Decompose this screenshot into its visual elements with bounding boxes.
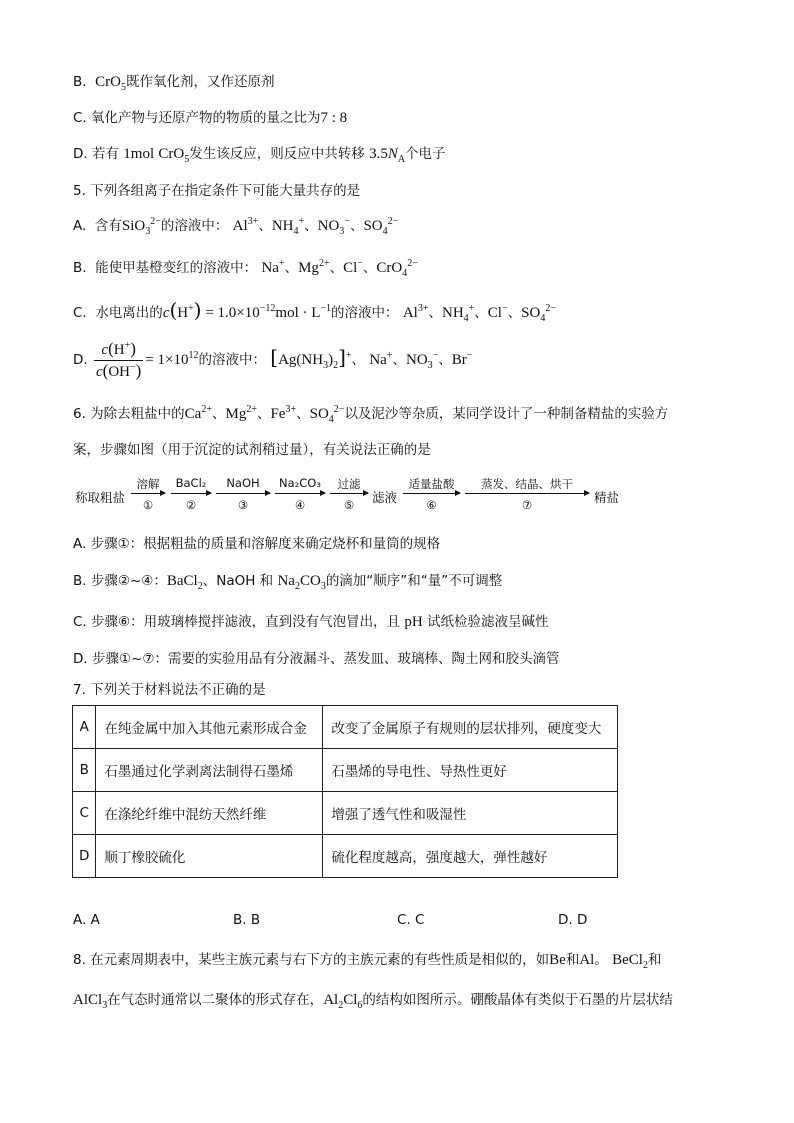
ion: $Ca^{2+}$ — [184, 404, 212, 422]
question-8-line1: 8. 在元素周期表中，某些主族元素与右下方的主族元素的有些性质是相似的，如Be和Al。 BeCl$_2$和 — [73, 952, 662, 971]
q5-option-b: B. 能使甲基橙变红的溶液中： Na+、$Mg^{2+}$、Cl−、CrO$_4^{2-}$ — [73, 258, 418, 279]
q6-option-b: B. 步骤②~④：BaCl$_2$、NaOH 和 $Na_2CO_3$的滴加“顺序”和“量”不可调整 — [73, 573, 503, 592]
flow-arrow-5 — [330, 493, 368, 494]
materials-table — [72, 705, 618, 878]
ion: Cl− — [487, 303, 508, 321]
ion: $Mg^{2+}$ — [225, 404, 257, 422]
flow-arrow-4 — [275, 493, 325, 494]
flow-step-num: ④ — [294, 498, 306, 512]
flow-step-num: ① — [142, 498, 154, 512]
table-row — [73, 749, 618, 792]
ion: $SO_4^{2-}$ — [521, 303, 556, 324]
table-row — [73, 706, 618, 749]
q6-option-d: D. 步骤①~⑦：需要的实验用品有分液漏斗、蒸发皿、玻璃棒、陶土网和胶头滴管 — [73, 651, 560, 667]
question-6-stem-line2: 案，步骤如图（用于沉淀的试剂稍过量），有关说法正确的是 — [73, 442, 431, 458]
impurity-ions: $Ca^{2+}$、$Mg^{2+}$、$Fe^{3+}$、$SO_4^{2-}$ — [184, 404, 345, 425]
ion: Cl− — [343, 258, 363, 276]
row-key: A — [73, 706, 96, 749]
question-8-line2: AlCl$_3$在气态时通常以二聚体的形式存在，$Al_2Cl_6$的结构如图所示。硼酸晶体有类似于石墨的片层状结 — [73, 992, 673, 1011]
row-action: 在涤纶纤维中混纺天然纤维 — [96, 792, 323, 835]
formula-cro5: CrO$_5$ — [95, 74, 126, 93]
ion: $NH_4^+$ — [441, 303, 475, 324]
flow-arrow-1 — [131, 493, 165, 494]
flow-step-num: ⑤ — [343, 498, 355, 512]
q4-option-c: C. 氧化产物与还原产物的物质的量之比为7 : 8 — [73, 110, 348, 126]
choice-b: B. B — [233, 912, 261, 928]
ion-list: Na+、$NO_3^-$、Br− — [369, 350, 473, 371]
ion-list: $Al^{3+}$、$NH_4^+$、$NO_3^-$、$SO_4^{2-}$ — [232, 216, 399, 237]
flow-end: 精盐 — [594, 490, 620, 505]
table-row — [73, 835, 618, 878]
ion: $Fe^{3+}$ — [270, 404, 297, 422]
flow-step-label: NaOH — [226, 476, 260, 490]
flow-step-num: ⑦ — [521, 498, 533, 512]
flow-arrow-2 — [171, 493, 211, 494]
question-6-stem-line1: 6. 为除去粗盐中的$Ca^{2+}$、$Mg^{2+}$、$Fe^{3+}$、$SO_4^{2-}$以及泥沙等杂质，某同学设计了一种制备精盐的实验方 — [73, 404, 669, 425]
ion: $Al^{3+}$ — [232, 216, 259, 234]
ion: Na+ — [369, 350, 393, 368]
ion: $NO_3^-$ — [317, 216, 350, 237]
flow-step-label: 过滤 — [337, 477, 361, 491]
flow-step-label: 适量盐酸 — [408, 477, 455, 491]
ion: $SO_4^{2-}$ — [309, 404, 345, 425]
ion: $SO_4^{2-}$ — [363, 216, 399, 237]
flow-step-label: 蒸发、结晶、烘干 — [481, 477, 573, 491]
row-action: 顺丁橡胶硫化 — [96, 835, 323, 878]
row-effect: 增强了透气性和吸湿性 — [323, 792, 618, 835]
flow-step-num: ③ — [237, 498, 249, 512]
q5-option-c: C. 水电离出的$c(H^+) = 1.0\times 10^{-12}mol \cdot L^{-1}$的溶液中： $Al^{3+}$、$NH_4^+$、Cl−、$SO_4^{2-}$ — [73, 298, 556, 324]
row-effect: 硫化程度越高，强度越大，弹性越好 — [323, 835, 618, 878]
q6-option-a: A. 步骤①：根据粗盐的质量和溶解度来确定烧杯和量筒的规格 — [73, 536, 441, 552]
flow-step-label: 溶解 — [136, 477, 160, 491]
row-key: D — [73, 835, 96, 878]
process-flow-diagram — [73, 478, 633, 518]
choice-c: C. C — [397, 912, 425, 928]
q5-option-d: D. $\frac{c(H^+)}{c(OH^-)}$ = $1\times 10^{12}$的溶液中： $[Ag(NH_3)_2]^+$、 Na+、$NO_3^-$、Br− — [73, 338, 473, 380]
flow-arrow-3 — [216, 493, 270, 494]
silver-ammonia-complex: $[Ag(NH_3)_2]^+$ — [270, 345, 352, 371]
flow-step-label: BaCl₂ — [175, 476, 207, 490]
row-key: C — [73, 792, 96, 835]
row-action: 在纯金属中加入其他元素形成合金 — [96, 706, 323, 749]
ion: $NH_4^+$ — [271, 216, 305, 237]
ratio: 7 : 8 — [320, 110, 348, 126]
q5-option-a: A. 含有SiO$_3^{2-}$的溶液中： $Al^{3+}$、$NH_4^+$、$NO_3^-$、$SO_4^{2-}$ — [73, 216, 399, 237]
row-effect: 石墨烯的导电性、导热性更好 — [323, 749, 618, 792]
flow-step-label: Na₂CO₃ — [279, 476, 321, 490]
question-5-stem: 5. 下列各组离子在指定条件下可能大量共存的是 — [73, 183, 361, 199]
row-effect: 改变了金属原子有规则的层状排列，硬度变大 — [323, 706, 618, 749]
ion: $Mg^{2+}$ — [298, 258, 330, 276]
flow-step-num: ⑥ — [426, 498, 437, 512]
row-key: B — [73, 749, 96, 792]
ion-list: Na+、$Mg^{2+}$、Cl−、CrO$_4^{2-}$ — [261, 258, 418, 279]
flow-arrow-7 — [465, 493, 589, 494]
flow-arrow-6 — [403, 493, 460, 494]
ion: Na+ — [261, 258, 285, 276]
ion: CrO$_4^{2-}$ — [376, 258, 418, 279]
q4-option-d: D. 若有 1mol CrO$_5$发生该反应，则反应中共转移 $3.5N_A$个电子 — [73, 146, 446, 165]
row-action: 石墨通过化学剥离法制得石墨烯 — [96, 749, 323, 792]
question-7-stem: 7. 下列关于材料说法不正确的是 — [73, 682, 266, 698]
choice-d: D. D — [558, 912, 588, 928]
ion: Br− — [451, 350, 473, 368]
q6-option-c: C. 步骤⑥：用玻璃棒搅拌滤液，直到没有气泡冒出，且 pH 试纸检验滤液呈碱性 — [73, 614, 549, 630]
q4-option-b: B. CrO$_5$既作氧化剂，又作还原剂 — [73, 74, 275, 93]
ion: $Al^{3+}$ — [402, 303, 429, 321]
ion: $NO_3^-$ — [405, 350, 439, 371]
ion-list: $Al^{3+}$、$NH_4^+$、Cl−、$SO_4^{2-}$ — [402, 303, 556, 324]
table-row — [73, 792, 618, 835]
flow-start: 称取粗盐 — [75, 490, 126, 505]
flow-filtrate: 滤液 — [372, 490, 398, 505]
concentration-ratio: $\frac{c(H^+)}{c(OH^-)}$ — [95, 338, 142, 380]
flow-step-num: ② — [185, 498, 197, 512]
choice-a: A. A — [73, 912, 100, 928]
